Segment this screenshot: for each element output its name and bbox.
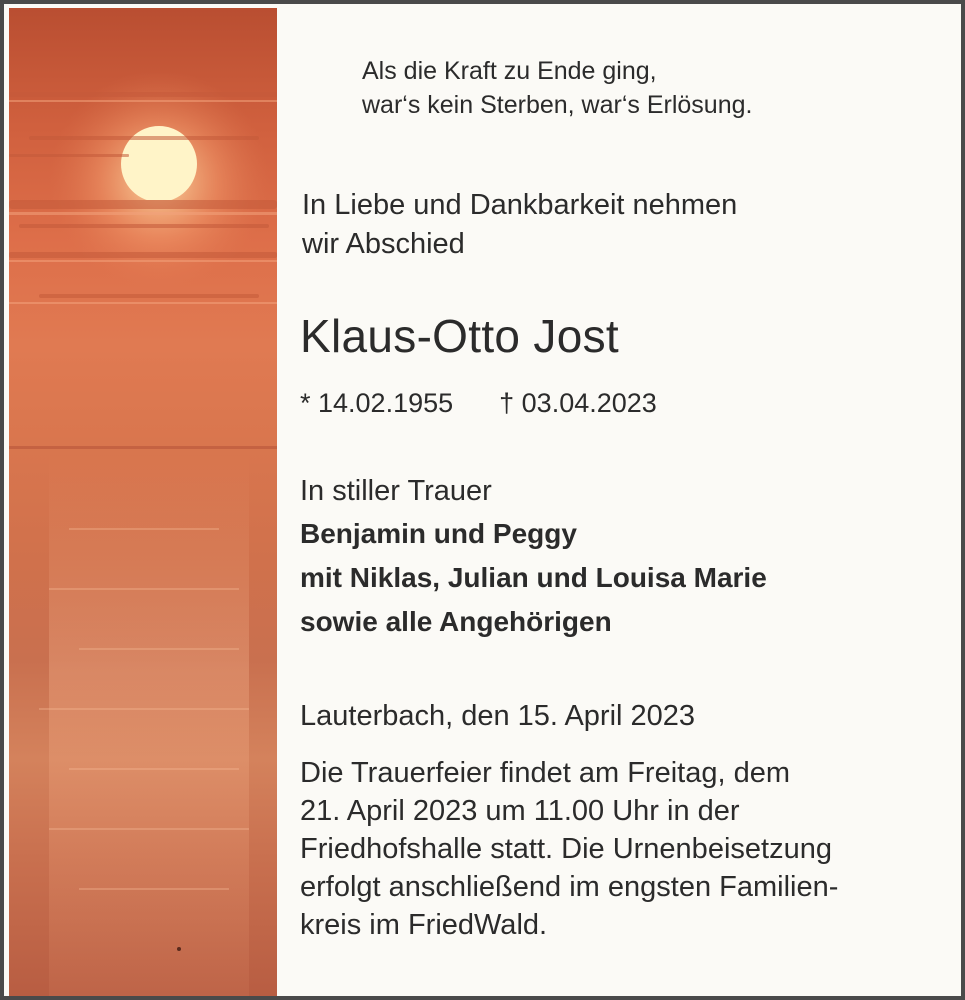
- birth-date: * 14.02.1955: [300, 388, 454, 418]
- mourner-line-2: mit Niklas, Julian und Louisa Marie: [300, 562, 767, 593]
- sunset-illustration: [9, 8, 277, 996]
- death-date: † 03.04.2023: [499, 388, 657, 418]
- sunset-photo: [9, 8, 277, 996]
- motto-line-2: war‘s kein Sterben, war‘s Erlösung.: [362, 91, 753, 119]
- sea-reflection: [49, 453, 249, 996]
- notice-line-5: kreis im FriedWald.: [300, 909, 548, 941]
- mourner-line-1: Benjamin und Peggy: [300, 518, 577, 549]
- mourners-list: [300, 512, 767, 644]
- motto-line-1: Als die Kraft zu Ende ging,: [362, 57, 657, 85]
- obituary-card: [4, 4, 961, 996]
- notice-line-3: Friedhofshalle statt. Die Urnenbeisetzung: [300, 833, 832, 865]
- deceased-name: Klaus-Otto Jost: [300, 310, 619, 362]
- place-and-date: Lauterbach, den 15. April 2023: [300, 700, 696, 732]
- motto: [362, 54, 752, 122]
- intro-line-1: In Liebe und Dankbarkeit nehmen: [302, 189, 738, 221]
- intro-line-2: wir Abschied: [302, 228, 465, 260]
- mourner-line-3: sowie alle Angehörigen: [300, 606, 612, 637]
- farewell-intro: [302, 186, 737, 264]
- life-dates: [300, 386, 657, 420]
- notice-line-1: Die Trauerfeier findet am Freitag, dem: [300, 757, 790, 789]
- mourning-label: In stiller Trauer: [300, 475, 492, 507]
- funeral-notice: [300, 754, 838, 944]
- notice-line-4: erfolgt anschließend im engsten Familien-: [300, 871, 839, 903]
- notice-line-2: 21. April 2023 um 11.00 Uhr in der: [300, 795, 740, 827]
- horizon-line: [9, 446, 277, 449]
- boat-dot: [177, 947, 181, 951]
